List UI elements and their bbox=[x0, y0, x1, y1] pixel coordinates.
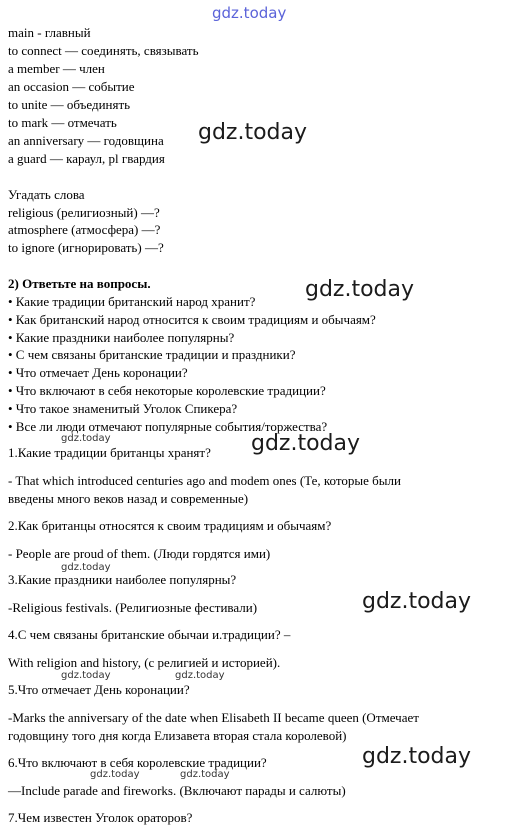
questions-title: 2) Ответьте на вопросы. bbox=[8, 276, 151, 291]
watermark-small: gdz.today bbox=[61, 562, 111, 573]
watermark-big: gdz.today bbox=[198, 120, 308, 145]
guess-title: Угадать слова bbox=[8, 187, 85, 202]
vocab-line: to connect — соединять, связывать bbox=[8, 43, 199, 58]
vocab-line: an occasion — событие bbox=[8, 79, 135, 94]
watermark-big: gdz.today bbox=[362, 589, 472, 614]
answer-line: годовщину того дня когда Елизавета вторая стала королевой) bbox=[8, 728, 347, 743]
watermark-small: gdz.today bbox=[61, 670, 111, 681]
watermark-big: gdz.today bbox=[362, 744, 472, 769]
vocab-line: a guard — караул, pl гвардия bbox=[8, 151, 165, 166]
answer-line: 6.Что включают в себя королевские традиции? bbox=[8, 755, 267, 770]
guess-item: religious (религиозный) —? bbox=[8, 205, 160, 220]
guess-item: to ignore (игнорировать) —? bbox=[8, 240, 164, 255]
question-item: • Как британский народ относится к своим традициям и обычаям? bbox=[8, 312, 376, 327]
answer-line: —Include parade and fireworks. (Включают парады и салюты) bbox=[8, 783, 346, 798]
question-item: • С чем связаны британские традиции и праздники? bbox=[8, 347, 296, 362]
question-item: • Что такое знаменитый Уголок Спикера? bbox=[8, 401, 238, 416]
vocab-line: main - главный bbox=[8, 25, 91, 40]
answer-line: 7.Чем известен Уголок ораторов? bbox=[8, 810, 193, 825]
answer-line: 5.Что отмечает День коронации? bbox=[8, 682, 190, 697]
watermark-small: gdz.today bbox=[180, 769, 230, 780]
question-item: • Какие праздники наиболее популярны? bbox=[8, 330, 235, 345]
question-item: • Что отмечает День коронации? bbox=[8, 365, 188, 380]
question-item: • Что включают в себя некоторые королевские традиции? bbox=[8, 383, 326, 398]
answer-line: With religion and history, (с религией и историей). bbox=[8, 655, 281, 670]
guess-item: atmosphere (атмосфера) —? bbox=[8, 222, 161, 237]
vocab-line: an anniversary — годовщина bbox=[8, 133, 164, 148]
watermark-top: gdz.today bbox=[212, 4, 287, 22]
watermark-big: gdz.today bbox=[305, 277, 415, 302]
vocab-line: to unite — объединять bbox=[8, 97, 131, 112]
watermark-small: gdz.today bbox=[90, 769, 140, 780]
answer-line: 4.С чем связаны британские обычаи и.традиции? – bbox=[8, 627, 291, 642]
watermark-small: gdz.today bbox=[61, 433, 111, 444]
watermark-big: gdz.today bbox=[251, 431, 361, 456]
answer-line: введены много веков назад и современные) bbox=[8, 491, 249, 506]
vocab-line: a member — член bbox=[8, 61, 105, 76]
answer-line: - That which introduced centuries ago and modem ones (Те, которые были bbox=[8, 473, 401, 488]
answer-line: -Religious festivals. (Религиозные фестивали) bbox=[8, 600, 258, 615]
answer-line: 2.Как британцы относятся к своим традициям и обычаям? bbox=[8, 518, 332, 533]
watermark-small: gdz.today bbox=[175, 670, 225, 681]
answer-line: -Marks the anniversary of the date when Elisabeth II became queen (Отмечает bbox=[8, 710, 419, 725]
vocab-line: to mark — отмечать bbox=[8, 115, 117, 130]
answer-line: 3.Какие праздники наиболее популярны? bbox=[8, 572, 237, 587]
answer-line: - People are proud of them. (Люди гордятся ими) bbox=[8, 546, 271, 561]
question-item: • Какие традиции британский народ хранит? bbox=[8, 294, 256, 309]
question-item: • Все ли люди отмечают популярные события/торжества? bbox=[8, 419, 328, 434]
answer-line: 1.Какие традиции британцы хранят? bbox=[8, 445, 211, 460]
